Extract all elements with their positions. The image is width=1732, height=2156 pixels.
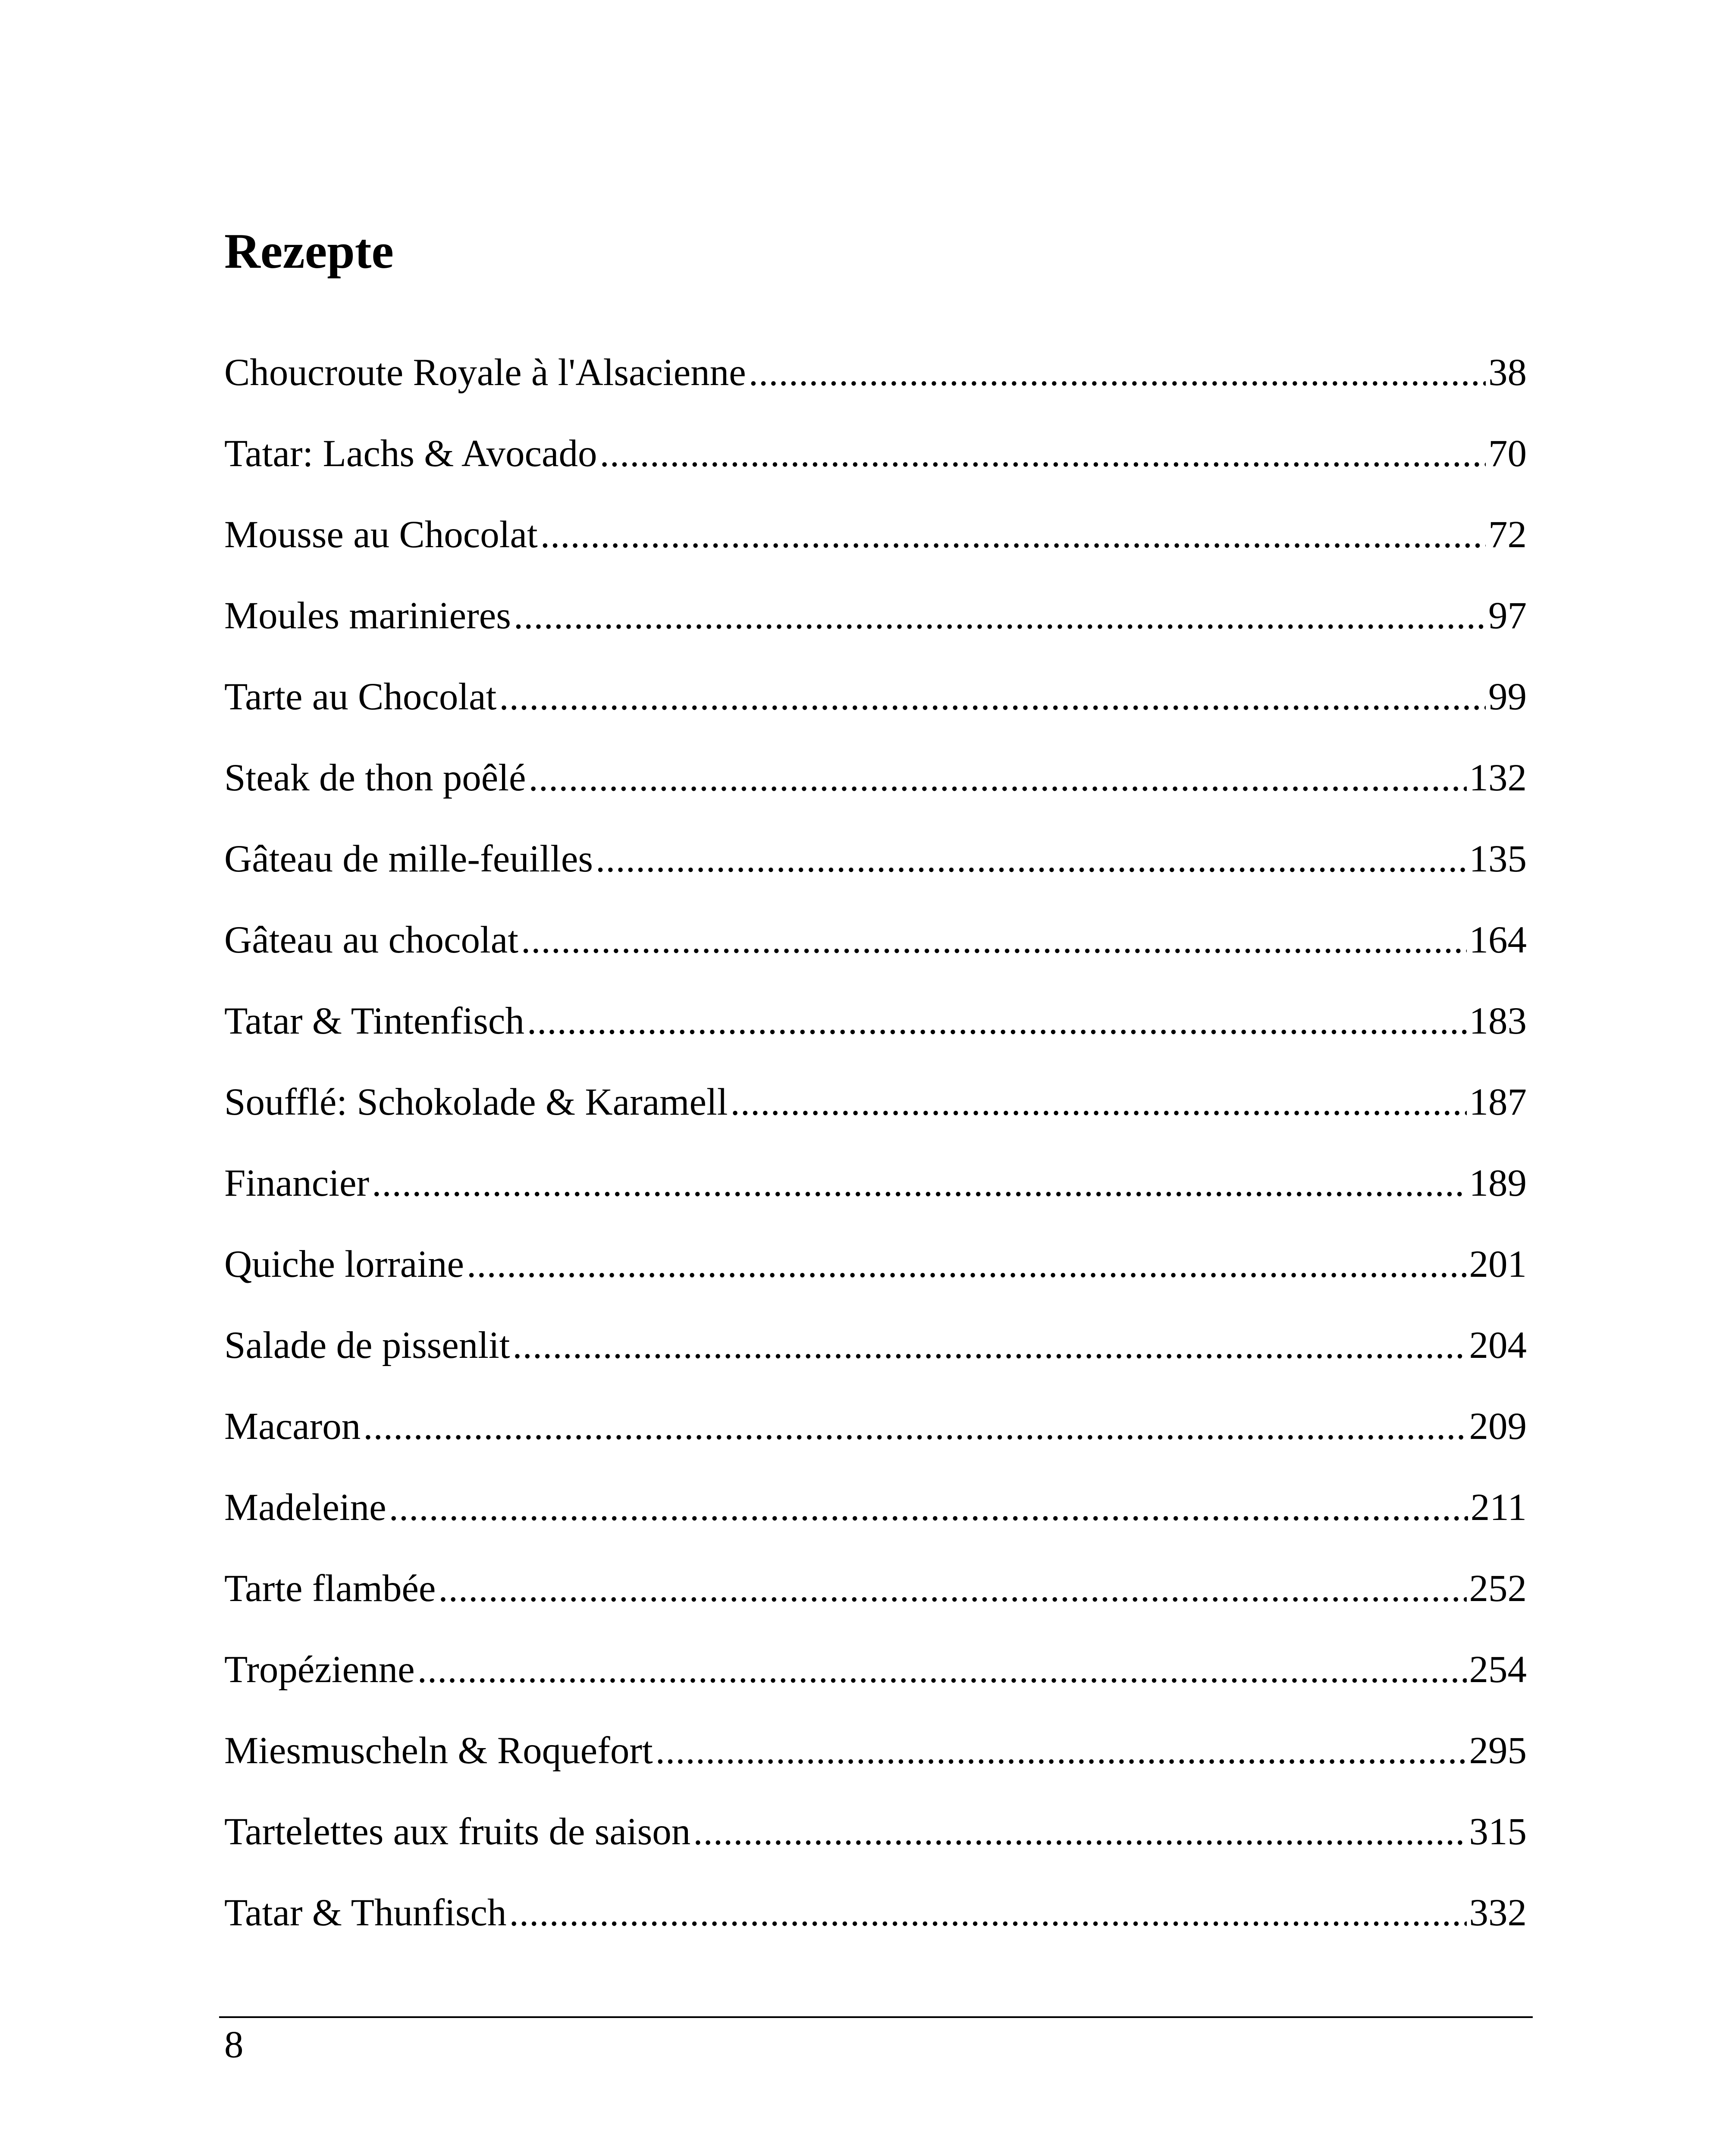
index-entry xyxy=(224,1083,1527,1164)
dot-leader xyxy=(389,1489,1468,1527)
recipe-page-number: 99 xyxy=(1488,676,1527,718)
recipe-title: Choucroute Royale à l'Alsacienne xyxy=(224,351,746,394)
recipe-page-number: 70 xyxy=(1488,432,1527,475)
recipe-page-number: 254 xyxy=(1469,1648,1527,1691)
footer-divider xyxy=(219,2016,1533,2018)
recipe-title: Financier xyxy=(224,1162,370,1204)
recipe-title: Tarte flambée xyxy=(224,1567,436,1610)
index-entry xyxy=(224,1732,1527,1813)
dot-leader xyxy=(656,1732,1467,1770)
index-entry xyxy=(224,1813,1527,1894)
index-entry xyxy=(224,516,1527,597)
recipe-page-number: 132 xyxy=(1469,757,1527,799)
dot-leader xyxy=(521,921,1467,959)
dot-leader xyxy=(438,1570,1466,1608)
page-title: Rezepte xyxy=(224,224,394,279)
index-entry xyxy=(224,1164,1527,1245)
dot-leader xyxy=(596,840,1466,878)
dot-leader xyxy=(749,354,1486,392)
recipe-page-number: 252 xyxy=(1469,1567,1527,1610)
index-entry xyxy=(224,1245,1527,1326)
index-entry xyxy=(224,1894,1527,1975)
recipe-page-number: 204 xyxy=(1469,1324,1527,1366)
index-entry xyxy=(224,1407,1527,1489)
recipe-title: Tropézienne xyxy=(224,1648,415,1691)
recipe-title: Tatar & Tintenfisch xyxy=(224,1000,524,1042)
recipe-page-number: 295 xyxy=(1469,1730,1527,1772)
recipe-title: Gâteau de mille-feuilles xyxy=(224,838,593,880)
index-entry xyxy=(224,921,1527,1002)
recipe-title: Mousse au Chocolat xyxy=(224,514,538,556)
dot-leader xyxy=(730,1083,1466,1122)
recipe-page-number: 315 xyxy=(1469,1811,1527,1853)
recipe-page-number: 72 xyxy=(1488,514,1527,556)
recipe-page-number: 187 xyxy=(1469,1081,1527,1123)
recipe-title: Tatar: Lachs & Avocado xyxy=(224,432,597,475)
index-entry xyxy=(224,1326,1527,1407)
dot-leader xyxy=(600,435,1486,473)
recipe-title: Macaron xyxy=(224,1405,361,1448)
recipe-index xyxy=(224,351,1527,1975)
recipe-title: Madeleine xyxy=(224,1486,386,1529)
recipe-page-number: 38 xyxy=(1488,351,1527,394)
recipe-title: Quiche lorraine xyxy=(224,1243,464,1285)
recipe-title: Tarte au Chocolat xyxy=(224,676,497,718)
recipe-title: Salade de pissenlit xyxy=(224,1324,510,1366)
index-entry xyxy=(224,597,1527,678)
recipe-title: Tartelettes aux fruits de saison xyxy=(224,1811,691,1853)
recipe-page-number: 97 xyxy=(1488,595,1527,637)
dot-leader xyxy=(363,1407,1466,1446)
dot-leader xyxy=(417,1651,1467,1689)
recipe-title: Steak de thon poêlé xyxy=(224,757,526,799)
recipe-page-number: 332 xyxy=(1469,1892,1527,1934)
dot-leader xyxy=(512,1326,1466,1365)
index-entry xyxy=(224,678,1527,759)
index-entry xyxy=(224,1002,1527,1083)
dot-leader xyxy=(509,1894,1467,1932)
recipe-title: Tatar & Thunfisch xyxy=(224,1892,507,1934)
index-entry xyxy=(224,1486,1527,1570)
recipe-page-number: 201 xyxy=(1469,1243,1527,1285)
recipe-page-number: 183 xyxy=(1469,1000,1527,1042)
index-entry xyxy=(224,1648,1527,1732)
dot-leader xyxy=(527,1002,1467,1040)
index-entry xyxy=(224,840,1527,921)
recipe-page-number: 135 xyxy=(1469,838,1527,880)
recipe-title: Moules marinieres xyxy=(224,595,511,637)
recipe-title: Soufflé: Schokolade & Karamell xyxy=(224,1081,728,1123)
dot-leader xyxy=(514,597,1486,635)
index-entry xyxy=(224,1567,1527,1651)
index-entry xyxy=(224,432,1527,516)
index-entry xyxy=(224,351,1527,435)
recipe-page-number: 211 xyxy=(1470,1486,1527,1529)
index-entry xyxy=(224,759,1527,840)
dot-leader xyxy=(693,1813,1466,1851)
recipe-page-number: 164 xyxy=(1469,919,1527,961)
dot-leader xyxy=(499,678,1486,716)
recipe-title: Gâteau au chocolat xyxy=(224,919,518,961)
recipe-page-number: 209 xyxy=(1469,1405,1527,1448)
page-number: 8 xyxy=(224,2024,244,2066)
recipe-page-number: 189 xyxy=(1469,1162,1527,1204)
dot-leader xyxy=(372,1164,1466,1203)
dot-leader xyxy=(467,1245,1467,1284)
recipe-title: Miesmuscheln & Roquefort xyxy=(224,1730,653,1772)
dot-leader xyxy=(528,759,1466,797)
dot-leader xyxy=(540,516,1486,554)
